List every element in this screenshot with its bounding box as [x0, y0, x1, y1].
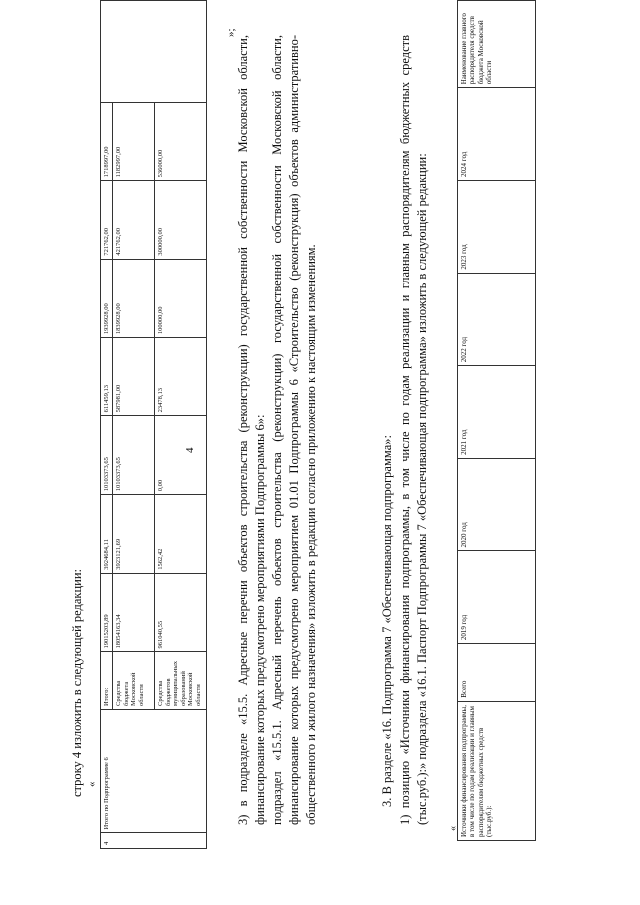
value-cell: 721762,00 — [101, 181, 113, 259]
header-cell: Всего — [458, 644, 536, 702]
open-quote-2: « — [448, 826, 459, 831]
header-cell: 2024 год — [458, 88, 536, 181]
value-cell: 10103373,65 — [113, 416, 155, 495]
closing-quote: »; — [225, 28, 237, 37]
subprogram-7-passport-table — [457, 0, 536, 841]
value-cell: 0,00 — [155, 416, 207, 495]
header-cell: Наименование главного распорядителя средств бюджета Московской области — [458, 1, 536, 88]
row-title: Итого по Подпрограмме 6 — [101, 709, 207, 833]
value-cell: 1182997,00 — [113, 102, 155, 181]
intro-text: строку 4 изложить в следующей редакции: — [70, 568, 84, 797]
empty-cell — [101, 1, 207, 103]
section-3-title: 3. В разделе «16. Подпрограмма 7 «Обеспечивающая подпрограмма»: — [380, 435, 394, 807]
value-cell: 536000,00 — [155, 102, 207, 181]
value-cell: 1939928,00 — [101, 259, 113, 338]
header-cell: Источники финансирования подпрограммы, в том числе по годам реализации и главным распорядителям бюджетных средств (тыс.руб.): — [458, 701, 536, 840]
source-cell: Итого: — [101, 652, 113, 710]
value-cell: 10103373,65 — [101, 416, 113, 495]
paragraph-3-line-1: 3) в подразделе «15.5. Адресные перечни объектов строительства (реконструкции) государственной собственности Московской области, финансирование которых предусмотрено мероприятиями Подпрограммы 6»: — [236, 35, 267, 825]
value-cell: 23478,13 — [155, 338, 207, 416]
value-cell: 961040,55 — [155, 573, 207, 652]
value-cell: 1839928,00 — [113, 259, 155, 338]
header-cell: 2022 год — [458, 273, 536, 366]
paragraph-4 — [397, 35, 431, 843]
value-cell: 1718997,00 — [101, 102, 113, 181]
page-number: 4 — [184, 447, 196, 453]
table-header-row — [458, 1, 536, 841]
header-cell: 2020 год — [458, 458, 536, 551]
value-cell: 300000,00 — [155, 181, 207, 259]
source-cell: Средства бюджета Московской области — [113, 652, 155, 710]
paragraph-4-text: 1) позицию «Источники финансирования подпрограммы, в том числе по годам реализации и главным распорядителям бюджетных средств (тыс.руб.):» подраздела «16.1. Паспорт Подпрограммы 7 «Обеспечивающая подпрограмма» изложить в следующей редакции: — [398, 35, 429, 825]
open-quote: « — [86, 781, 98, 787]
header-cell: 2023 год — [458, 180, 536, 273]
value-cell: 19015203,89 — [101, 573, 113, 652]
value-cell: 3923121,69 — [113, 495, 155, 574]
value-cell: 611459,13 — [101, 338, 113, 416]
row-number: 4 — [101, 833, 207, 849]
value-cell: 3924684,11 — [101, 495, 113, 574]
paragraph-3-line-2: подраздел «15.5.1. Адресный перечень объектов строительства (реконструкции) государственной собственности Московской области, финансирование которых предусмотрено мероприятием 01.01 Подпрограммы 6 «Строительство (реконструкция) объектов административно-общественного и жилого назначения» изложить в редакции согласно приложению к настоящим изменениям. — [270, 35, 318, 825]
value-cell: 100000,00 — [155, 259, 207, 338]
table-row — [101, 1, 113, 849]
value-cell: 1562,42 — [155, 495, 207, 574]
header-cell: 2019 год — [458, 551, 536, 644]
value-cell: 587981,00 — [113, 338, 155, 416]
header-cell: 2021 год — [458, 366, 536, 459]
financing-table-subprogram-6 — [100, 0, 207, 849]
source-cell: Средства бюджетов муниципальных образований Московской области — [155, 652, 207, 710]
paragraph-3 — [235, 35, 320, 843]
value-cell: 421762,00 — [113, 181, 155, 259]
value-cell: 18054163,34 — [113, 573, 155, 652]
